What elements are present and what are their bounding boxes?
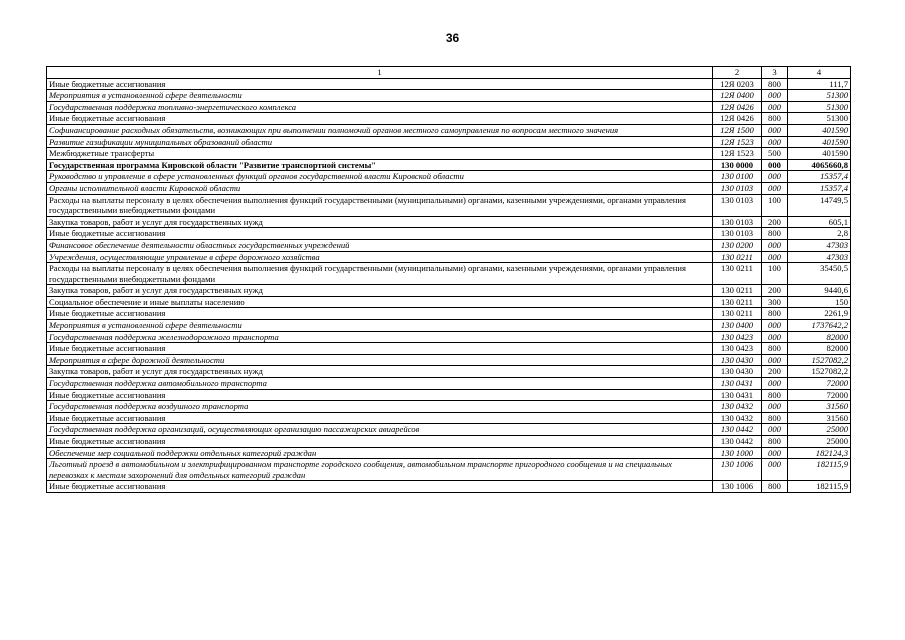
- row-code-cell: 130 0211: [713, 285, 762, 297]
- row-code-cell: 12Я 0400: [713, 90, 762, 102]
- row-code-cell: 130 0423: [713, 331, 762, 343]
- row-name-cell: Развитие газификации муниципальных образований области: [47, 136, 713, 148]
- table-row: [47, 239, 851, 251]
- row-code-cell: 130 0423: [713, 343, 762, 355]
- row-name-cell: Государственная поддержка организаций, осуществляющих организацию пассажирских авиарейсов: [47, 424, 713, 436]
- table-row: [47, 481, 851, 493]
- header-row: [47, 67, 851, 79]
- row-type-cell: 000: [762, 320, 788, 332]
- row-name-cell: Государственная поддержка автомобильного транспорта: [47, 378, 713, 390]
- row-name-cell: Расходы на выплаты персоналу в целях обеспечения выполнения функций государственными (муниципальными) органами, казенными учреждениями, органами управления государственными внебюджетными фондами: [47, 263, 713, 285]
- row-code-cell: 12Я 0426: [713, 101, 762, 113]
- table-row: [47, 194, 851, 216]
- row-code-cell: 130 0432: [713, 401, 762, 413]
- table-row: [47, 401, 851, 413]
- row-name-cell: Иные бюджетные ассигнования: [47, 113, 713, 125]
- table-row: [47, 228, 851, 240]
- row-name-cell: Закупка товаров, работ и услуг для государственных нужд: [47, 216, 713, 228]
- row-sum-cell: 51300: [788, 90, 851, 102]
- row-sum-cell: 111,7: [788, 78, 851, 90]
- row-code-cell: 130 0431: [713, 378, 762, 390]
- row-sum-cell: 72000: [788, 378, 851, 390]
- row-sum-cell: 15357,4: [788, 182, 851, 194]
- table-row: [47, 285, 851, 297]
- row-name-cell: Учреждения, осуществляющие управление в сфере дорожного хозяйства: [47, 251, 713, 263]
- row-name-cell: Льготный проезд в автомобильном и электрифицированном транспорте городского сообщения, автомобильном транспорте пригородного сообщения и на специальных перевозках к местам захоронений для отдельных категорий граждан: [47, 459, 713, 481]
- row-code-cell: 12Я 0203: [713, 78, 762, 90]
- row-sum-cell: 72000: [788, 389, 851, 401]
- row-name-cell: Иные бюджетные ассигнования: [47, 78, 713, 90]
- table-row: [47, 354, 851, 366]
- row-type-cell: 200: [762, 216, 788, 228]
- table-row: [47, 331, 851, 343]
- row-sum-cell: 1527082,2: [788, 354, 851, 366]
- row-type-cell: 800: [762, 481, 788, 493]
- row-sum-cell: 51300: [788, 101, 851, 113]
- row-sum-cell: 182124,3: [788, 447, 851, 459]
- row-type-cell: 000: [762, 331, 788, 343]
- row-name-cell: Иные бюджетные ассигнования: [47, 436, 713, 448]
- row-sum-cell: 25000: [788, 424, 851, 436]
- row-code-cell: 130 0211: [713, 296, 762, 308]
- row-code-cell: 130 0432: [713, 412, 762, 424]
- table-row: [47, 343, 851, 355]
- table-row: [47, 424, 851, 436]
- row-type-cell: 000: [762, 136, 788, 148]
- table-row: [47, 320, 851, 332]
- row-name-cell: Обеспечение мер социальной поддержки отдельных категорий граждан: [47, 447, 713, 459]
- table-row: [47, 101, 851, 113]
- row-code-cell: 130 0400: [713, 320, 762, 332]
- row-sum-cell: 605,1: [788, 216, 851, 228]
- row-type-cell: 000: [762, 159, 788, 171]
- table-row: [47, 113, 851, 125]
- row-type-cell: 800: [762, 389, 788, 401]
- row-type-cell: 000: [762, 354, 788, 366]
- row-type-cell: 100: [762, 263, 788, 285]
- header-col-type: 3: [762, 67, 788, 79]
- row-type-cell: 100: [762, 194, 788, 216]
- row-type-cell: 000: [762, 182, 788, 194]
- row-type-cell: 800: [762, 78, 788, 90]
- row-code-cell: 130 0103: [713, 228, 762, 240]
- row-sum-cell: 82000: [788, 331, 851, 343]
- row-code-cell: 12Я 1523: [713, 136, 762, 148]
- row-code-cell: 12Я 0426: [713, 113, 762, 125]
- row-code-cell: 130 0200: [713, 239, 762, 251]
- row-sum-cell: 4065660,8: [788, 159, 851, 171]
- row-code-cell: 130 0103: [713, 216, 762, 228]
- row-code-cell: 12Я 1523: [713, 148, 762, 160]
- row-name-cell: Иные бюджетные ассигнования: [47, 308, 713, 320]
- row-sum-cell: 401590: [788, 124, 851, 136]
- row-name-cell: Государственная поддержка воздушного транспорта: [47, 401, 713, 413]
- row-code-cell: 130 0430: [713, 366, 762, 378]
- row-code-cell: 130 0430: [713, 354, 762, 366]
- row-code-cell: 130 0211: [713, 251, 762, 263]
- row-type-cell: 000: [762, 251, 788, 263]
- row-type-cell: 800: [762, 228, 788, 240]
- row-sum-cell: 2261,9: [788, 308, 851, 320]
- row-name-cell: Иные бюджетные ассигнования: [47, 389, 713, 401]
- table-row: [47, 124, 851, 136]
- row-sum-cell: 47303: [788, 251, 851, 263]
- row-type-cell: 000: [762, 424, 788, 436]
- table-row: [47, 389, 851, 401]
- row-code-cell: 130 0431: [713, 389, 762, 401]
- row-type-cell: 000: [762, 239, 788, 251]
- row-type-cell: 200: [762, 366, 788, 378]
- budget-table-body: [47, 67, 851, 493]
- header-col-sum: 4: [788, 67, 851, 79]
- row-type-cell: 800: [762, 113, 788, 125]
- table-row: [47, 159, 851, 171]
- row-name-cell: Мероприятия в установленной сфере деятельности: [47, 90, 713, 102]
- table-row: [47, 378, 851, 390]
- table-row: [47, 459, 851, 481]
- row-type-cell: 000: [762, 378, 788, 390]
- row-name-cell: Иные бюджетные ассигнования: [47, 343, 713, 355]
- row-type-cell: 800: [762, 436, 788, 448]
- row-code-cell: 130 1000: [713, 447, 762, 459]
- row-code-cell: 130 0100: [713, 171, 762, 183]
- row-name-cell: Иные бюджетные ассигнования: [47, 412, 713, 424]
- row-sum-cell: 9440,6: [788, 285, 851, 297]
- table-row: [47, 436, 851, 448]
- row-name-cell: Иные бюджетные ассигнования: [47, 481, 713, 493]
- row-sum-cell: 401590: [788, 136, 851, 148]
- row-name-cell: Софинансирование расходных обязательств, возникающих при выполнении полномочий органов местного самоуправления по вопросам местного значения: [47, 124, 713, 136]
- row-name-cell: Государственная программа Кировской области "Развитие транспортной системы": [47, 159, 713, 171]
- row-code-cell: 130 1006: [713, 481, 762, 493]
- row-sum-cell: 182115,9: [788, 481, 851, 493]
- row-sum-cell: 82000: [788, 343, 851, 355]
- row-sum-cell: 51300: [788, 113, 851, 125]
- table-row: [47, 447, 851, 459]
- row-sum-cell: 2,8: [788, 228, 851, 240]
- table-row: [47, 251, 851, 263]
- row-type-cell: 800: [762, 308, 788, 320]
- row-name-cell: Руководство и управление в сфере установленных функций органов государственной власти Кировской области: [47, 171, 713, 183]
- row-name-cell: Иные бюджетные ассигнования: [47, 228, 713, 240]
- row-type-cell: 800: [762, 412, 788, 424]
- row-sum-cell: 31560: [788, 401, 851, 413]
- table-row: [47, 148, 851, 160]
- table-row: [47, 90, 851, 102]
- row-type-cell: 500: [762, 148, 788, 160]
- page-number: 36: [445, 31, 460, 45]
- row-sum-cell: 15357,4: [788, 171, 851, 183]
- row-name-cell: Расходы на выплаты персоналу в целях обеспечения выполнения функций государственными (муниципальными) органами, казенными учреждениями, органами управления государственными внебюджетными фондами: [47, 194, 713, 216]
- row-type-cell: 000: [762, 90, 788, 102]
- row-sum-cell: 1737642,2: [788, 320, 851, 332]
- row-sum-cell: 14749,5: [788, 194, 851, 216]
- table-row: [47, 366, 851, 378]
- row-sum-cell: 150: [788, 296, 851, 308]
- table-row: [47, 296, 851, 308]
- table-row: [47, 136, 851, 148]
- row-sum-cell: 31560: [788, 412, 851, 424]
- header-col-name: 1: [47, 67, 713, 79]
- row-name-cell: Межбюджетные трансферты: [47, 148, 713, 160]
- row-name-cell: Закупка товаров, работ и услуг для государственных нужд: [47, 366, 713, 378]
- row-name-cell: Мероприятия в сфере дорожной деятельности: [47, 354, 713, 366]
- table-row: [47, 412, 851, 424]
- table-row: [47, 78, 851, 90]
- row-name-cell: Мероприятия в установленной сфере деятельности: [47, 320, 713, 332]
- row-code-cell: 130 0000: [713, 159, 762, 171]
- row-type-cell: 000: [762, 447, 788, 459]
- row-name-cell: Органы исполнительной власти Кировской области: [47, 182, 713, 194]
- row-code-cell: 130 0211: [713, 263, 762, 285]
- budget-table: [46, 66, 851, 493]
- table-row: [47, 216, 851, 228]
- row-type-cell: 000: [762, 459, 788, 481]
- row-sum-cell: 35450,5: [788, 263, 851, 285]
- row-type-cell: 200: [762, 285, 788, 297]
- header-col-code: 2: [713, 67, 762, 79]
- row-type-cell: 000: [762, 101, 788, 113]
- row-code-cell: 130 0211: [713, 308, 762, 320]
- row-code-cell: 130 0442: [713, 436, 762, 448]
- row-name-cell: Социальное обеспечение и иные выплаты населению: [47, 296, 713, 308]
- row-code-cell: 130 1006: [713, 459, 762, 481]
- row-name-cell: Финансовое обеспечение деятельности областных государственных учреждений: [47, 239, 713, 251]
- row-type-cell: 000: [762, 171, 788, 183]
- table-row: [47, 263, 851, 285]
- table-row: [47, 308, 851, 320]
- row-type-cell: 000: [762, 401, 788, 413]
- row-type-cell: 300: [762, 296, 788, 308]
- row-sum-cell: 401590: [788, 148, 851, 160]
- row-code-cell: 12Я 1500: [713, 124, 762, 136]
- row-type-cell: 800: [762, 343, 788, 355]
- row-sum-cell: 182115,9: [788, 459, 851, 481]
- row-code-cell: 130 0103: [713, 194, 762, 216]
- row-sum-cell: 1527082,2: [788, 366, 851, 378]
- row-sum-cell: 25000: [788, 436, 851, 448]
- table-row: [47, 171, 851, 183]
- row-type-cell: 000: [762, 124, 788, 136]
- row-code-cell: 130 0442: [713, 424, 762, 436]
- row-name-cell: Государственная поддержка железнодорожного транспорта: [47, 331, 713, 343]
- table-row: [47, 182, 851, 194]
- row-name-cell: Государственная поддержка топливно-энергетического комплекса: [47, 101, 713, 113]
- row-code-cell: 130 0103: [713, 182, 762, 194]
- row-sum-cell: 47303: [788, 239, 851, 251]
- row-name-cell: Закупка товаров, работ и услуг для государственных нужд: [47, 285, 713, 297]
